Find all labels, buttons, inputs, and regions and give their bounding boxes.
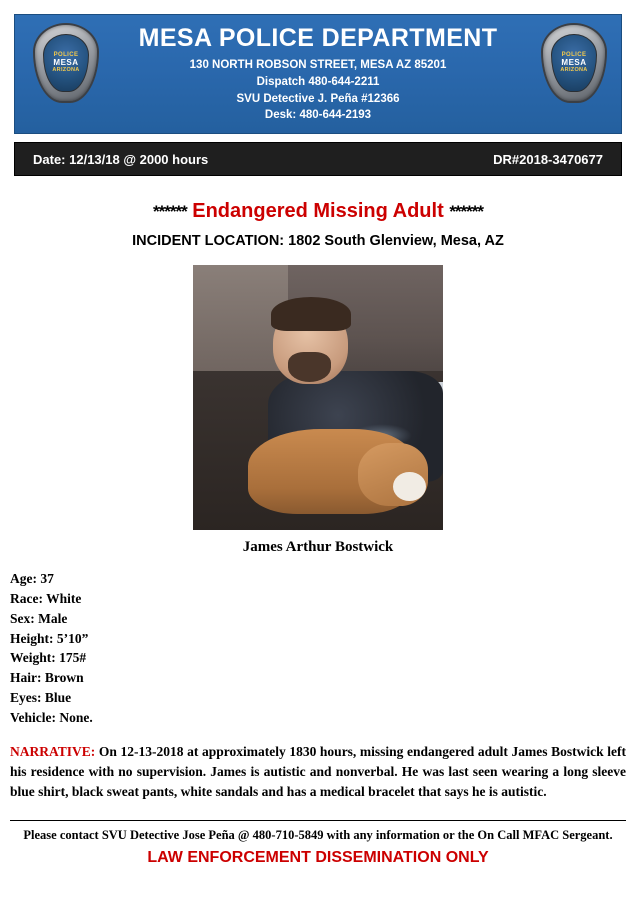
footer-contact: Please contact SVU Detective Jose Peña @ 480-710-5849 with any information or the On Call MFAC Sergeant. bbox=[23, 828, 613, 842]
badge-bottom-text: ARIZONA bbox=[560, 67, 588, 74]
department-name: MESA POLICE DEPARTMENT bbox=[138, 24, 498, 53]
narrative-label: NARRATIVE: bbox=[10, 743, 96, 759]
descriptor-age: Age: 37 bbox=[10, 571, 54, 586]
badge-mid-text: MESA bbox=[53, 58, 79, 68]
stars-left: ****** bbox=[152, 202, 187, 221]
footer-block bbox=[10, 820, 626, 867]
missing-person-flyer bbox=[0, 14, 636, 911]
alert-title-row bbox=[0, 200, 636, 223]
desk-phone: Desk: 480-644-2193 bbox=[264, 109, 372, 122]
department-address: 130 NORTH ROBSON STREET, MESA AZ 85201 bbox=[189, 59, 447, 72]
alert-title-block bbox=[0, 200, 636, 249]
badge-top-text: POLICE bbox=[53, 51, 79, 58]
descriptor-list bbox=[10, 569, 636, 728]
badge-mid-text: MESA bbox=[561, 58, 587, 68]
descriptor-height: Height: 5’10” bbox=[10, 630, 89, 646]
photo-hair bbox=[271, 297, 351, 331]
report-date: Date: 12/13/18 @ 2000 hours bbox=[33, 151, 209, 167]
narrative-text: On 12-13-2018 at approximately 1830 hours, missing endangered adult James Bostwick left his residence with no supervision. James is autistic and nonverbal. He was last seen wearing a long sleeve blue shirt, black sweat pants, white sandals and has a medical bracelet that says he is autistic. bbox=[10, 743, 626, 800]
descriptor-eyes: Eyes: Blue bbox=[10, 690, 72, 706]
narrative-block bbox=[10, 742, 626, 803]
department-header bbox=[14, 14, 622, 134]
police-badge-right-icon bbox=[541, 23, 603, 99]
descriptor-weight: Weight: 175# bbox=[10, 650, 87, 666]
footer-notice: LAW ENFORCEMENT DISSEMINATION ONLY bbox=[147, 849, 489, 866]
descriptor-hair: Hair: Brown bbox=[10, 670, 84, 686]
dispatch-phone: Dispatch 480-644-2211 bbox=[256, 75, 380, 88]
police-badge-left-icon bbox=[33, 23, 95, 99]
alert-title-text: Endangered Missing Adult bbox=[192, 200, 444, 222]
photo-container bbox=[0, 265, 636, 530]
stars-right: ****** bbox=[449, 202, 484, 221]
descriptor-vehicle: Vehicle: None. bbox=[10, 709, 93, 725]
photo-dog-snout bbox=[393, 472, 426, 501]
photo-beard bbox=[288, 352, 331, 381]
incident-location: INCIDENT LOCATION: 1802 South Glenview, Mesa, AZ bbox=[132, 233, 504, 249]
photo-caption: James Arthur Bostwick bbox=[242, 539, 394, 555]
badge-top-text: POLICE bbox=[561, 51, 587, 58]
descriptor-sex: Sex: Male bbox=[10, 610, 68, 626]
descriptor-race: Race: White bbox=[10, 590, 82, 606]
dr-number: DR#2018-3470677 bbox=[493, 151, 603, 167]
badge-bottom-text: ARIZONA bbox=[52, 67, 80, 74]
missing-person-photo bbox=[193, 265, 443, 530]
date-dr-bar bbox=[14, 142, 622, 176]
detective-name: SVU Detective J. Peña #12366 bbox=[236, 92, 400, 105]
header-text-block bbox=[49, 24, 588, 124]
